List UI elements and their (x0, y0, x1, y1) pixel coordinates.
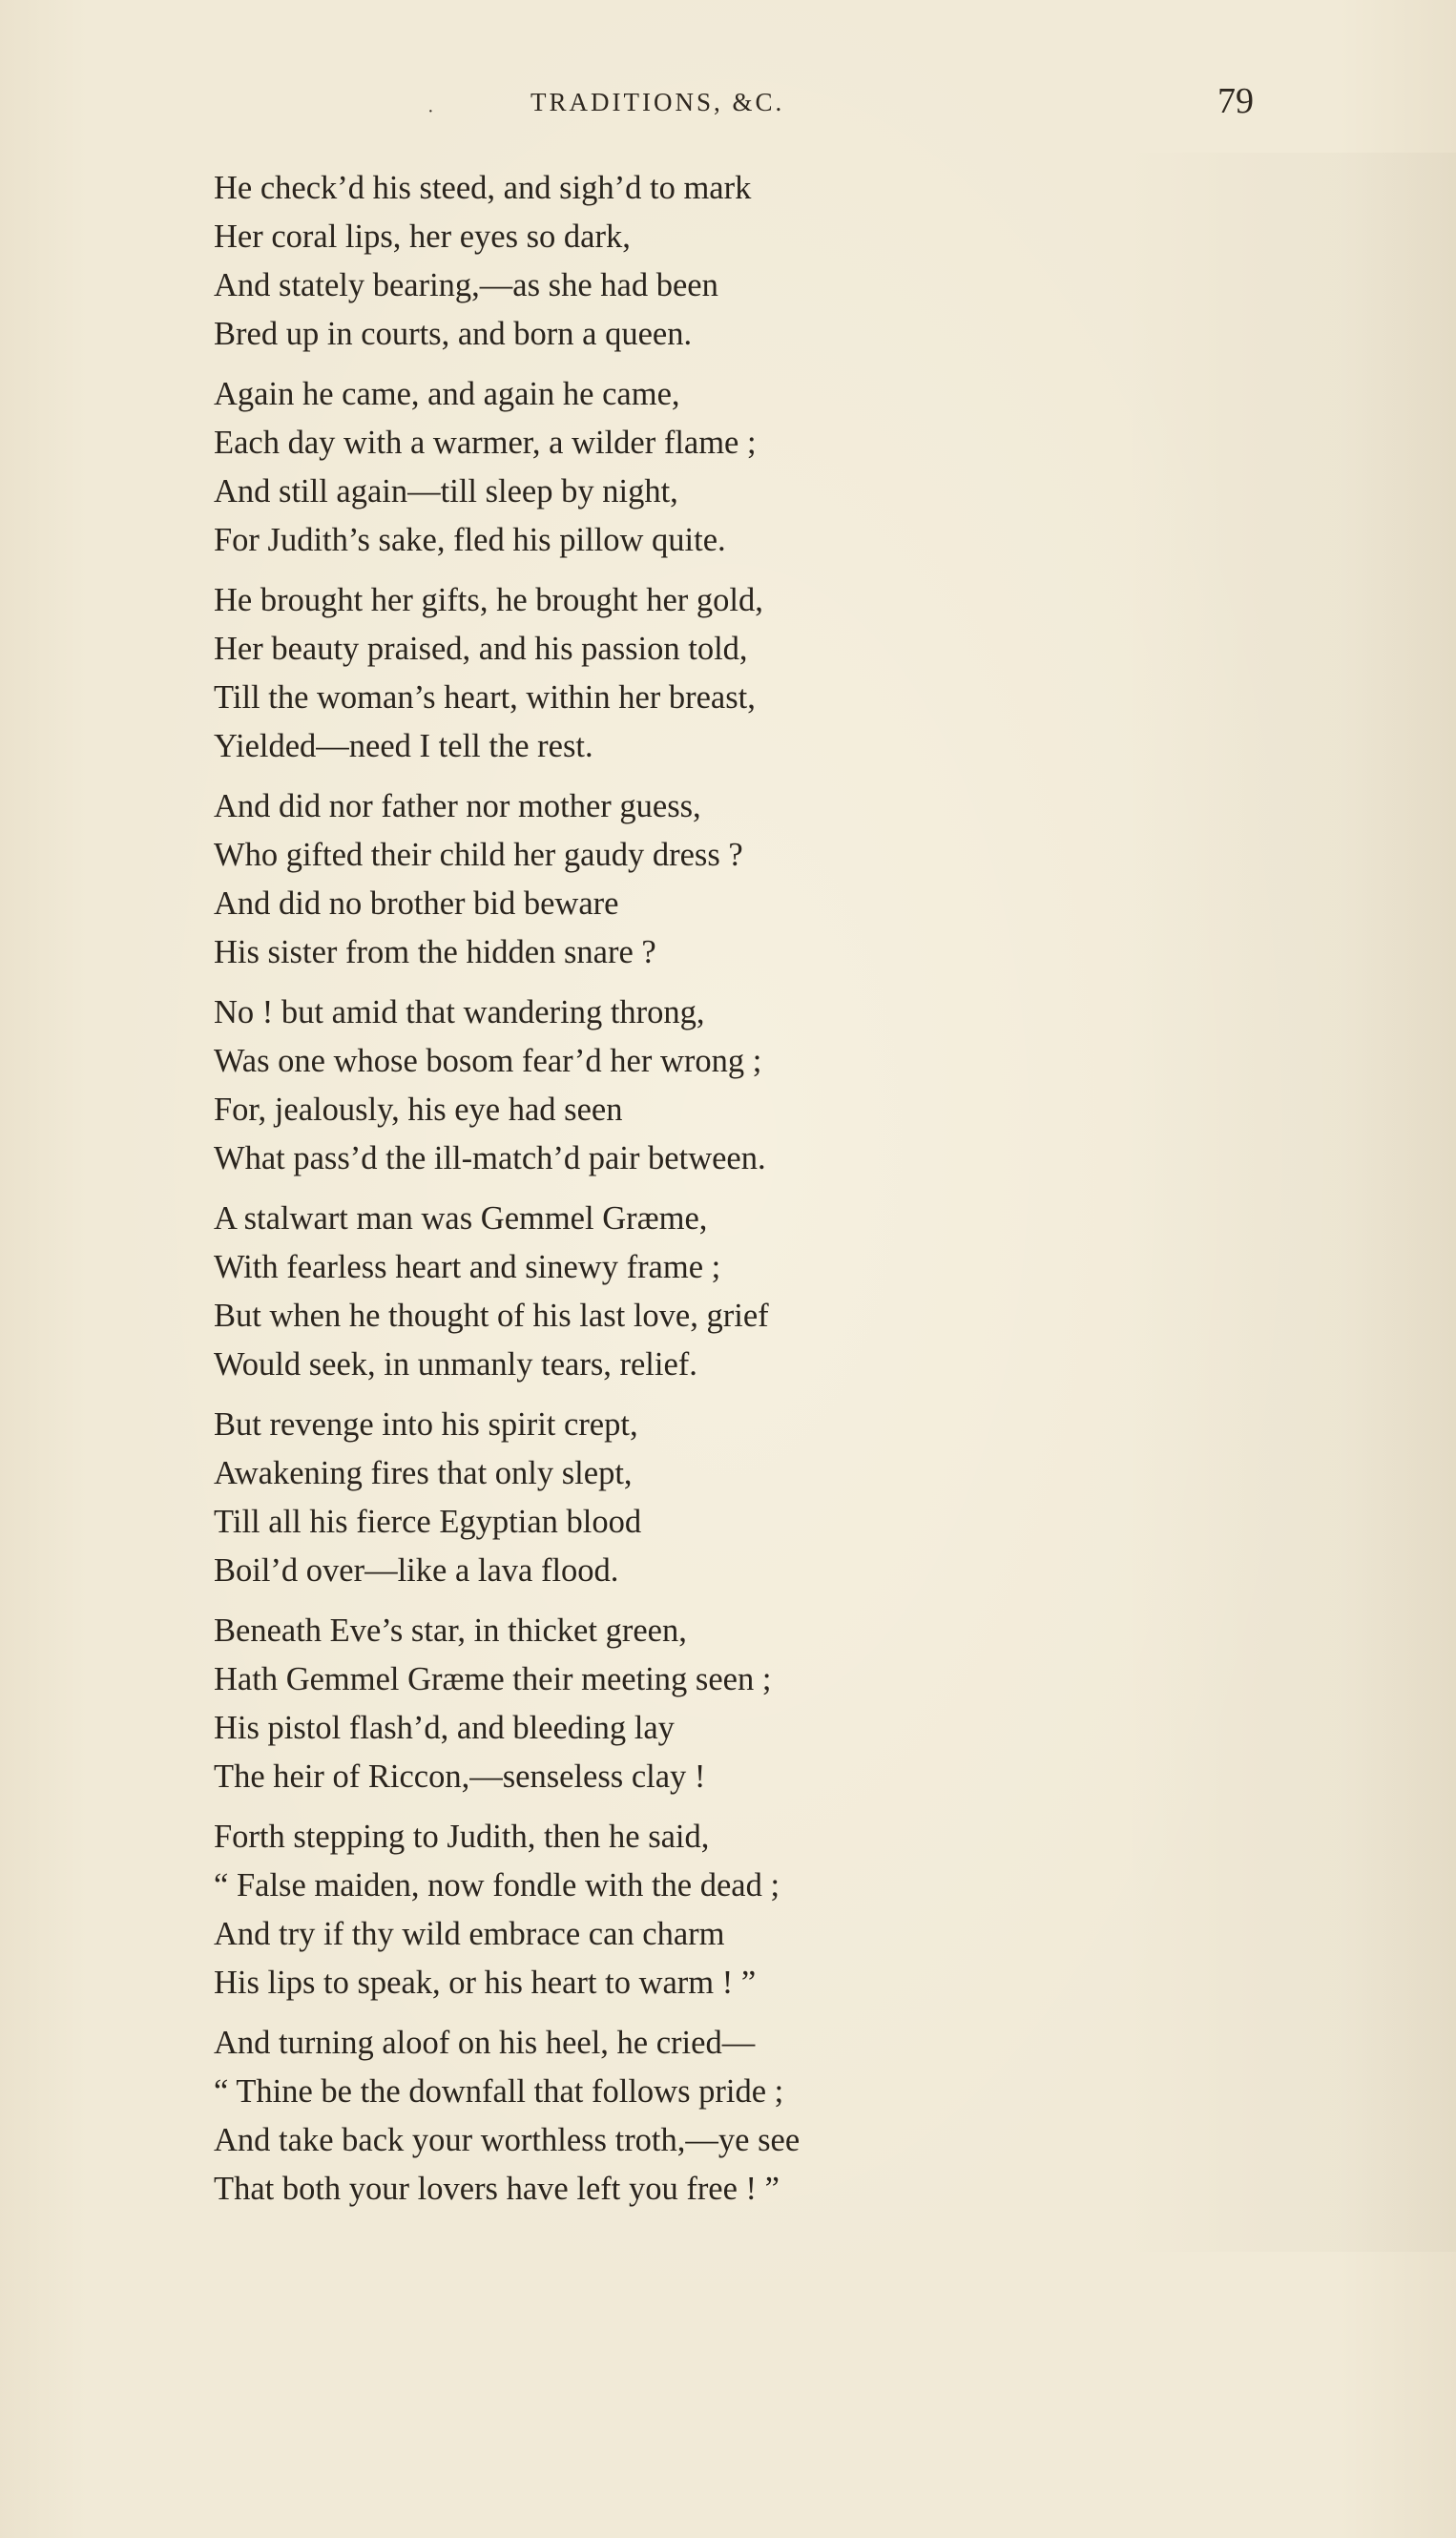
poem-line: And still again—till sleep by night, (214, 473, 678, 510)
poem-line: For Judith’s sake, fled his pillow quite. (214, 522, 726, 558)
poem-line: Was one whose bosom fear’d her wrong ; (214, 1043, 762, 1079)
poem-line: Hath Gemmel Græme their meeting seen ; (214, 1661, 772, 1697)
poem-body (214, 164, 1263, 2225)
poem-line: He brought her gifts, he brought her gold, (214, 582, 763, 618)
poem-line: What pass’d the ill-match’d pair between. (214, 1140, 766, 1176)
stanza (214, 1813, 1263, 2008)
stanza (214, 1195, 1263, 1389)
poem-line: And stately bearing,—as she had been (214, 267, 718, 303)
poem-line: Beneath Eve’s star, in thicket green, (214, 1612, 687, 1649)
poem-line: Till the woman’s heart, within her breast, (214, 679, 756, 716)
poem-line: His lips to speak, or his heart to warm ! ” (214, 1965, 757, 2001)
poem-line: With fearless heart and sinewy frame ; (214, 1249, 721, 1285)
poem-line: His sister from the hidden snare ? (214, 934, 656, 970)
page-number: 79 (1217, 81, 1254, 121)
poem-line: Bred up in courts, and born a queen. (214, 316, 693, 352)
poem-line: And take back your worthless troth,—ye see (214, 2122, 801, 2158)
poem-line: The heir of Riccon,—senseless clay ! (214, 1758, 706, 1795)
stanza (214, 2019, 1263, 2214)
header-dot: · (427, 101, 434, 122)
poem-line: Each day with a warmer, a wilder flame ; (214, 425, 757, 461)
poem-line: A stalwart man was Gemmel Græme, (214, 1200, 708, 1237)
running-title: TRADITIONS, &C. (530, 88, 785, 116)
poem-line: And turning aloof on his heel, he cried— (214, 2025, 756, 2061)
poem-line: He check’d his steed, and sigh’d to mark (214, 170, 752, 206)
poem-line: That both your lovers have left you free ! ” (214, 2171, 780, 2207)
stanza (214, 1401, 1263, 1595)
poem-line: For, jealously, his eye had seen (214, 1092, 623, 1128)
poem-line: But revenge into his spirit crept, (214, 1406, 638, 1443)
poem-line: Till all his fierce Egyptian blood (214, 1504, 642, 1540)
poem-line: And did no brother bid beware (214, 885, 619, 922)
poem-line: Her coral lips, her eyes so dark, (214, 218, 631, 255)
poem-line: Yielded—need I tell the rest. (214, 728, 593, 764)
poem-line: “ False maiden, now fondle with the dead ; (214, 1867, 780, 1904)
poem-line: Again he came, and again he came, (214, 376, 680, 412)
stanza (214, 164, 1263, 359)
poem-line: His pistol flash’d, and bleeding lay (214, 1710, 675, 1746)
running-header (0, 81, 1456, 132)
poem-line: No ! but amid that wandering throng, (214, 994, 705, 1030)
stanza (214, 782, 1263, 977)
poem-line: And try if thy wild embrace can charm (214, 1916, 725, 1952)
poem-line: “ Thine be the downfall that follows pride ; (214, 2073, 784, 2110)
poem-line: Who gifted their child her gaudy dress ? (214, 837, 743, 873)
poem-line: But when he thought of his last love, grief (214, 1298, 769, 1334)
poem-line: And did nor father nor mother guess, (214, 788, 701, 824)
poem-line: Forth stepping to Judith, then he said, (214, 1819, 710, 1855)
stanza (214, 576, 1263, 771)
stanza (214, 1607, 1263, 1801)
poem-line: Her beauty praised, and his passion told, (214, 631, 748, 667)
poem-line: Would seek, in unmanly tears, relief. (214, 1346, 697, 1383)
poem-line: Boil’d over—like a lava flood. (214, 1552, 619, 1589)
poem-line: Awakening fires that only slept, (214, 1455, 633, 1491)
stanza (214, 988, 1263, 1183)
stanza (214, 370, 1263, 565)
